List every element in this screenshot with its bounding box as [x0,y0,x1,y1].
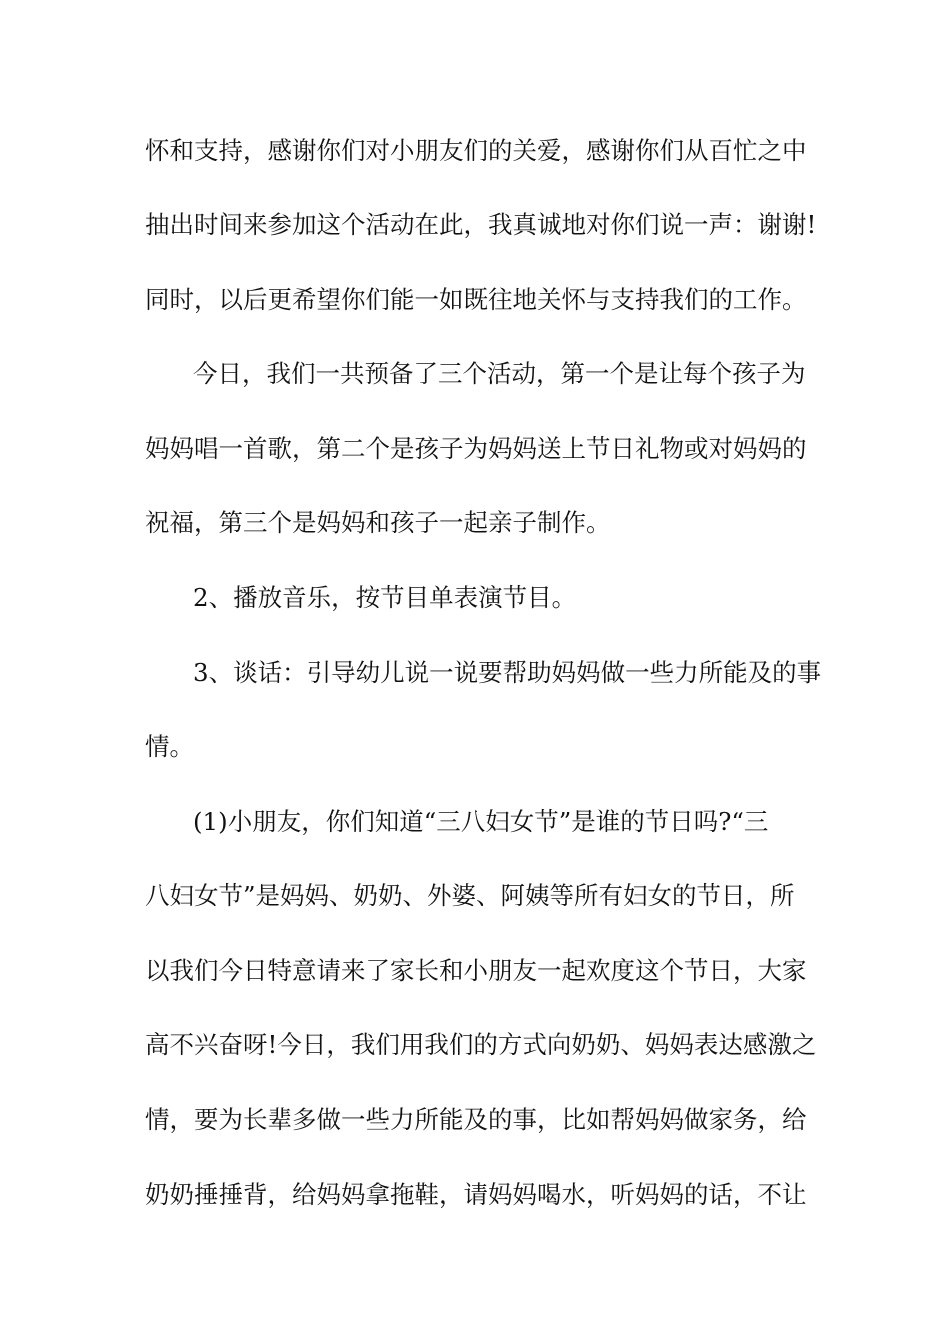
text-line: 抽出时间来参加这个活动在此，我真诚地对你们说一声：谢谢! [145,210,817,239]
text-line: 同时，以后更希望你们能一如既往地关怀与支持我们的工作。 [145,285,807,314]
text-line: 情。 [145,732,194,761]
paragraph-first-line: 今日，我们一共预备了三个活动，第一个是让每个孩子为 [193,359,806,388]
text-line: 祝福，第三个是妈妈和孩子一起亲子制作。 [145,508,611,537]
text-line: 高不兴奋呀!今日，我们用我们的方式向奶奶、妈妈表达感激之 [145,1030,817,1059]
text-line: 以我们今日特意请来了家长和小朋友一起欢度这个节日，大家 [145,956,807,985]
text-line: 八妇女节”是妈妈、奶奶、外婆、阿姨等所有妇女的节日，所 [145,881,795,910]
paragraph-first-line: 3、谈话：引导幼儿说一说要帮助妈妈做一些力所能及的事 [193,658,822,687]
text-line: 情，要为长辈多做一些力所能及的事，比如帮妈妈做家务，给 [145,1105,807,1134]
paragraph-first-line: (1)小朋友，你们知道“三八妇女节”是谁的节日吗?“三 [193,807,769,836]
paragraph-first-line: 2、播放音乐，按节目单表演节目。 [193,583,577,612]
text-line: 妈妈唱一首歌，第二个是孩子为妈妈送上节日礼物或对妈妈的 [145,434,807,463]
text-line: 奶奶捶捶背，给妈妈拿拖鞋，请妈妈喝水，听妈妈的话，不让 [145,1180,807,1209]
text-line: 怀和支持，感谢你们对小朋友们的关爱，感谢你们从百忙之中 [145,136,807,165]
